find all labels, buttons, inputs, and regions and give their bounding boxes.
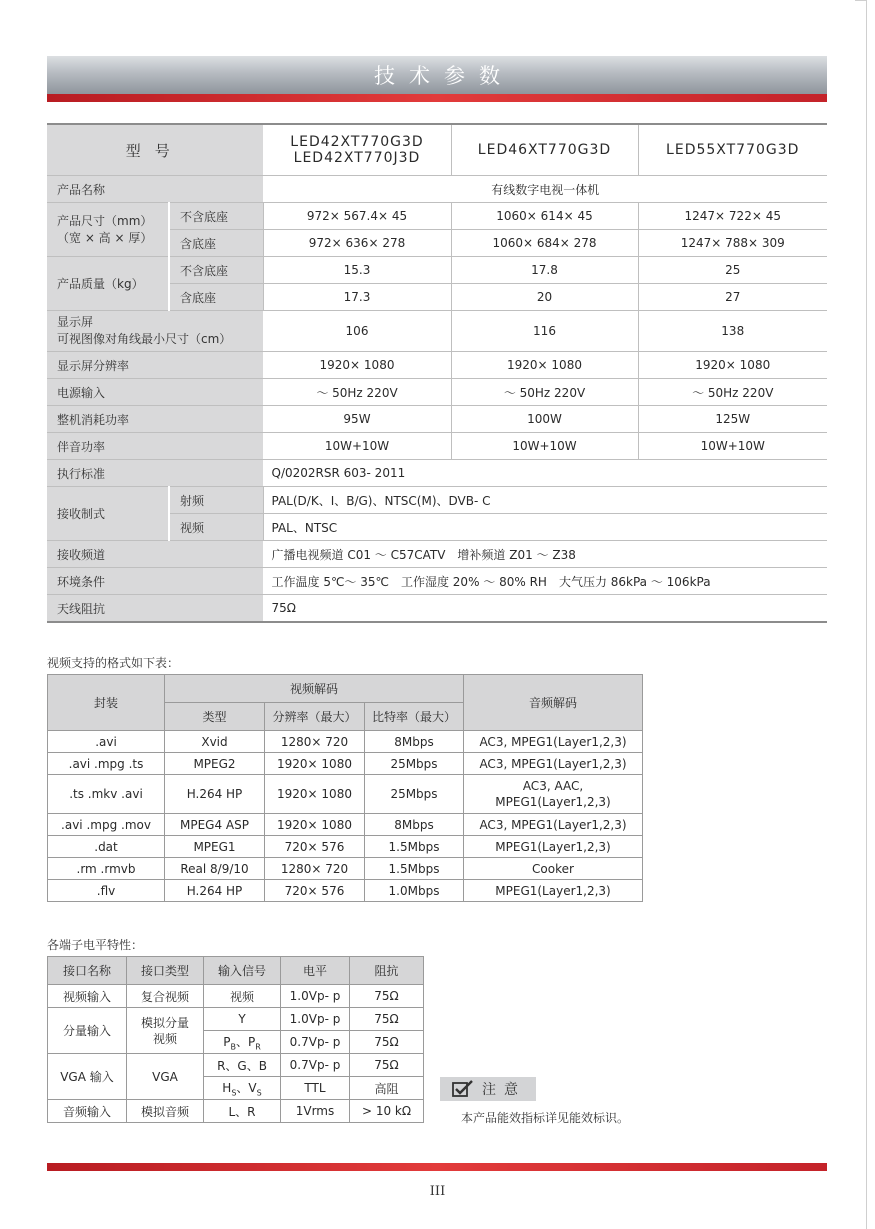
row-label: 产品名称 xyxy=(47,176,263,203)
row-label: 天线阻抗 xyxy=(47,595,263,623)
row-label xyxy=(47,203,169,257)
sub-label: 含底座 xyxy=(169,230,263,257)
table-cell: 音频输入 xyxy=(48,1100,127,1123)
table-cell: 1.0Vp- p xyxy=(281,985,350,1008)
column-header: 视频解码 xyxy=(165,675,464,703)
column-header: 接口类型 xyxy=(127,957,204,985)
notice-text: 本产品能效指标详见能效标识。 xyxy=(461,1111,630,1125)
table-cell: 116 xyxy=(451,311,638,352)
table-cell: 1280× 720 xyxy=(265,731,365,753)
video-caption: 视频支持的格式如下表： xyxy=(47,656,180,670)
terminal-caption: 各端子电平特性： xyxy=(47,938,144,952)
table-row xyxy=(47,203,827,230)
table-cell: 25Mbps xyxy=(365,753,464,775)
table-cell: AC3, MPEG1(Layer1,2,3) xyxy=(464,731,643,753)
table-cell: H.264 HP xyxy=(165,880,265,902)
table-row xyxy=(48,1100,424,1123)
terminal-table xyxy=(47,956,424,1123)
table-row xyxy=(47,124,827,176)
table-row xyxy=(47,568,827,595)
table-cell: 1920× 1080 xyxy=(265,814,365,836)
table-row xyxy=(47,257,827,284)
table-cell: 720× 576 xyxy=(265,836,365,858)
table-cell: 17.3 xyxy=(263,284,451,311)
screen-label: 显示屏 xyxy=(57,315,94,329)
column-header: 音频解码 xyxy=(464,675,643,731)
model-name: LED46XT770G3D xyxy=(451,124,638,176)
checkbox-icon xyxy=(452,1080,474,1098)
column-header: 电平 xyxy=(281,957,350,985)
table-cell: H.264 HP xyxy=(165,775,265,814)
table-row xyxy=(47,406,827,433)
table-cell: 20 xyxy=(451,284,638,311)
table-cell: 1060× 614× 45 xyxy=(451,203,638,230)
notice-title: 注意 xyxy=(482,1082,526,1098)
table-cell: R、G、B xyxy=(204,1054,281,1077)
table-cell: 0.7Vp- p xyxy=(281,1054,350,1077)
table-cell: 8Mbps xyxy=(365,814,464,836)
table-cell: MPEG4 ASP xyxy=(165,814,265,836)
column-header: 输入信号 xyxy=(204,957,281,985)
table-cell: 25Mbps xyxy=(365,775,464,814)
row-label: 接收频道 xyxy=(47,541,263,568)
table-cell: 75Ω xyxy=(350,1008,424,1031)
table-cell: MPEG1(Layer1,2,3) xyxy=(464,836,643,858)
table-cell: 75Ω xyxy=(350,1054,424,1077)
table-cell: PAL(D/K、I、B/G)、NTSC(M)、DVB- C xyxy=(263,487,827,514)
table-cell: 25 xyxy=(638,257,827,284)
column-header: 比特率（最大） xyxy=(365,703,464,731)
table-cell: 模拟音频 xyxy=(127,1100,204,1123)
table-cell: 75Ω xyxy=(263,595,827,623)
table-cell: 1280× 720 xyxy=(265,858,365,880)
row-label: 接收制式 xyxy=(47,487,169,541)
table-cell: ～ 50Hz 220V xyxy=(263,379,451,406)
table-row xyxy=(48,1008,424,1031)
table-row xyxy=(48,753,643,775)
type-line: 模拟分量 xyxy=(140,1015,189,1030)
column-header: 分辨率（最大） xyxy=(265,703,365,731)
table-cell: 972× 636× 278 xyxy=(263,230,451,257)
table-cell: TTL xyxy=(281,1077,350,1100)
page-edge-line xyxy=(866,0,867,1229)
table-cell: .avi .mpg .ts xyxy=(48,753,165,775)
column-header: 阻抗 xyxy=(350,957,424,985)
table-cell: AC3, MPEG1(Layer1,2,3) xyxy=(464,814,643,836)
banner-accent-bar xyxy=(47,94,827,102)
table-cell: 视频 xyxy=(204,985,281,1008)
table-cell: 95W xyxy=(263,406,451,433)
column-header: 类型 xyxy=(165,703,265,731)
table-row xyxy=(48,836,643,858)
table-cell: 100W xyxy=(451,406,638,433)
table-row xyxy=(48,814,643,836)
table-cell: Y xyxy=(204,1008,281,1031)
table-cell: 17.8 xyxy=(451,257,638,284)
audio-codec-line: AC3, AAC, xyxy=(522,779,584,793)
table-cell: 1920× 1080 xyxy=(265,775,365,814)
table-cell: 720× 576 xyxy=(265,880,365,902)
product-name: 有线数字电视一体机 xyxy=(263,176,827,203)
table-cell: 1.5Mbps xyxy=(365,858,464,880)
table-cell: L、R xyxy=(204,1100,281,1123)
video-format-table xyxy=(47,674,643,902)
sub-label: 含底座 xyxy=(169,284,263,311)
table-row xyxy=(48,1054,424,1077)
table-cell: 1920× 1080 xyxy=(638,352,827,379)
audio-codec-line: MPEG1(Layer1,2,3) xyxy=(495,795,611,809)
table-cell: PAL、NTSC xyxy=(263,514,827,541)
spec-table xyxy=(47,123,827,623)
sub-label: 射频 xyxy=(169,487,263,514)
table-cell xyxy=(127,1008,204,1054)
table-row xyxy=(47,541,827,568)
table-row xyxy=(48,985,424,1008)
row-label: 显示屏分辨率 xyxy=(47,352,263,379)
table-cell: 75Ω xyxy=(350,1031,424,1054)
table-row xyxy=(47,379,827,406)
table-cell: MPEG1 xyxy=(165,836,265,858)
sub-label: 视频 xyxy=(169,514,263,541)
table-cell: 125W xyxy=(638,406,827,433)
table-cell: 1060× 684× 278 xyxy=(451,230,638,257)
section-banner xyxy=(47,56,827,102)
table-cell: 75Ω xyxy=(350,985,424,1008)
table-cell: 分量输入 xyxy=(48,1008,127,1054)
table-cell: 复合视频 xyxy=(127,985,204,1008)
model-cell xyxy=(263,124,451,176)
table-cell: Real 8/9/10 xyxy=(165,858,265,880)
table-cell: 广播电视频道 C01 ～ C57CATV 增补频道 Z01 ～ Z38 xyxy=(263,541,827,568)
model-name: LED42XT770J3D xyxy=(293,150,421,166)
table-cell: 1247× 722× 45 xyxy=(638,203,827,230)
table-row xyxy=(47,433,827,460)
table-cell: 1Vrms xyxy=(281,1100,350,1123)
table-cell: 10W+10W xyxy=(638,433,827,460)
table-cell: 138 xyxy=(638,311,827,352)
table-cell: ～ 50Hz 220V xyxy=(451,379,638,406)
table-cell: 10W+10W xyxy=(451,433,638,460)
table-cell: VGA 输入 xyxy=(48,1054,127,1100)
table-cell: MPEG1(Layer1,2,3) xyxy=(464,880,643,902)
size-label-dims: （宽 × 高 × 厚） xyxy=(57,230,153,245)
table-row xyxy=(48,775,643,814)
table-cell: Cooker xyxy=(464,858,643,880)
table-cell: 1.0Vp- p xyxy=(281,1008,350,1031)
table-cell: > 10 kΩ xyxy=(350,1100,424,1123)
table-cell: Xvid xyxy=(165,731,265,753)
table-cell: ～ 50Hz 220V xyxy=(638,379,827,406)
table-cell: 1.5Mbps xyxy=(365,836,464,858)
table-cell: .rm .rmvb xyxy=(48,858,165,880)
table-cell: 15.3 xyxy=(263,257,451,284)
row-label: 执行标准 xyxy=(47,460,263,487)
table-row xyxy=(48,858,643,880)
table-cell: .ts .mkv .avi xyxy=(48,775,165,814)
table-row xyxy=(48,880,643,902)
table-cell: Q/0202RSR 603- 2011 xyxy=(263,460,827,487)
table-cell: .flv xyxy=(48,880,165,902)
table-cell: 1920× 1080 xyxy=(265,753,365,775)
row-label: 环境条件 xyxy=(47,568,263,595)
sub-label: 不含底座 xyxy=(169,203,263,230)
table-cell: 10W+10W xyxy=(263,433,451,460)
row-label: 电源输入 xyxy=(47,379,263,406)
table-cell: AC3, MPEG1(Layer1,2,3) xyxy=(464,753,643,775)
table-row xyxy=(47,487,827,514)
table-cell: .avi .mpg .mov xyxy=(48,814,165,836)
table-row xyxy=(48,731,643,753)
model-name: LED42XT770G3D xyxy=(290,134,424,150)
type-line: 视频 xyxy=(152,1031,177,1046)
row-label: 整机消耗功率 xyxy=(47,406,263,433)
table-cell: 27 xyxy=(638,284,827,311)
table-cell: 视频输入 xyxy=(48,985,127,1008)
table-cell: $P_B$、$P_R$ xyxy=(204,1031,281,1054)
table-row xyxy=(47,460,827,487)
screen-label-detail: 可视图像对角线最小尺寸（cm） xyxy=(57,332,232,346)
table-header-row xyxy=(48,675,643,703)
table-cell: 972× 567.4× 45 xyxy=(263,203,451,230)
table-cell: VGA xyxy=(127,1054,204,1100)
page-title: 技术参数 xyxy=(374,64,514,88)
table-cell: .dat xyxy=(48,836,165,858)
model-label: 型号 xyxy=(47,124,263,176)
table-cell: 8Mbps xyxy=(365,731,464,753)
table-cell: 0.7Vp- p xyxy=(281,1031,350,1054)
row-label: 产品质量（kg） xyxy=(47,257,169,311)
table-cell: 1.0Mbps xyxy=(365,880,464,902)
row-label xyxy=(47,311,263,352)
table-cell: MPEG2 xyxy=(165,753,265,775)
table-cell: $H_S$、$V_S$ xyxy=(204,1077,281,1100)
table-row xyxy=(47,311,827,352)
table-cell xyxy=(464,775,643,814)
table-cell: 106 xyxy=(263,311,451,352)
table-cell: 1247× 788× 309 xyxy=(638,230,827,257)
table-cell: 1920× 1080 xyxy=(451,352,638,379)
size-label: 产品尺寸（mm） xyxy=(57,213,153,228)
footer-accent-bar xyxy=(47,1163,827,1171)
table-row xyxy=(47,176,827,203)
column-header: 封装 xyxy=(48,675,165,731)
notice-label xyxy=(440,1077,536,1101)
table-cell: 1920× 1080 xyxy=(263,352,451,379)
sub-label: 不含底座 xyxy=(169,257,263,284)
table-cell: .avi xyxy=(48,731,165,753)
row-label: 伴音功率 xyxy=(47,433,263,460)
table-row xyxy=(47,352,827,379)
table-cell: 工作温度 5℃～ 35℃ 工作湿度 20% ～ 80% RH 大气压力 86kPa ～ 106kPa xyxy=(263,568,827,595)
page-number: III xyxy=(429,1184,446,1199)
table-cell: 高阻 xyxy=(350,1077,424,1100)
model-name: LED55XT770G3D xyxy=(638,124,827,176)
table-header-row xyxy=(48,957,424,985)
table-row xyxy=(47,595,827,623)
column-header: 接口名称 xyxy=(48,957,127,985)
